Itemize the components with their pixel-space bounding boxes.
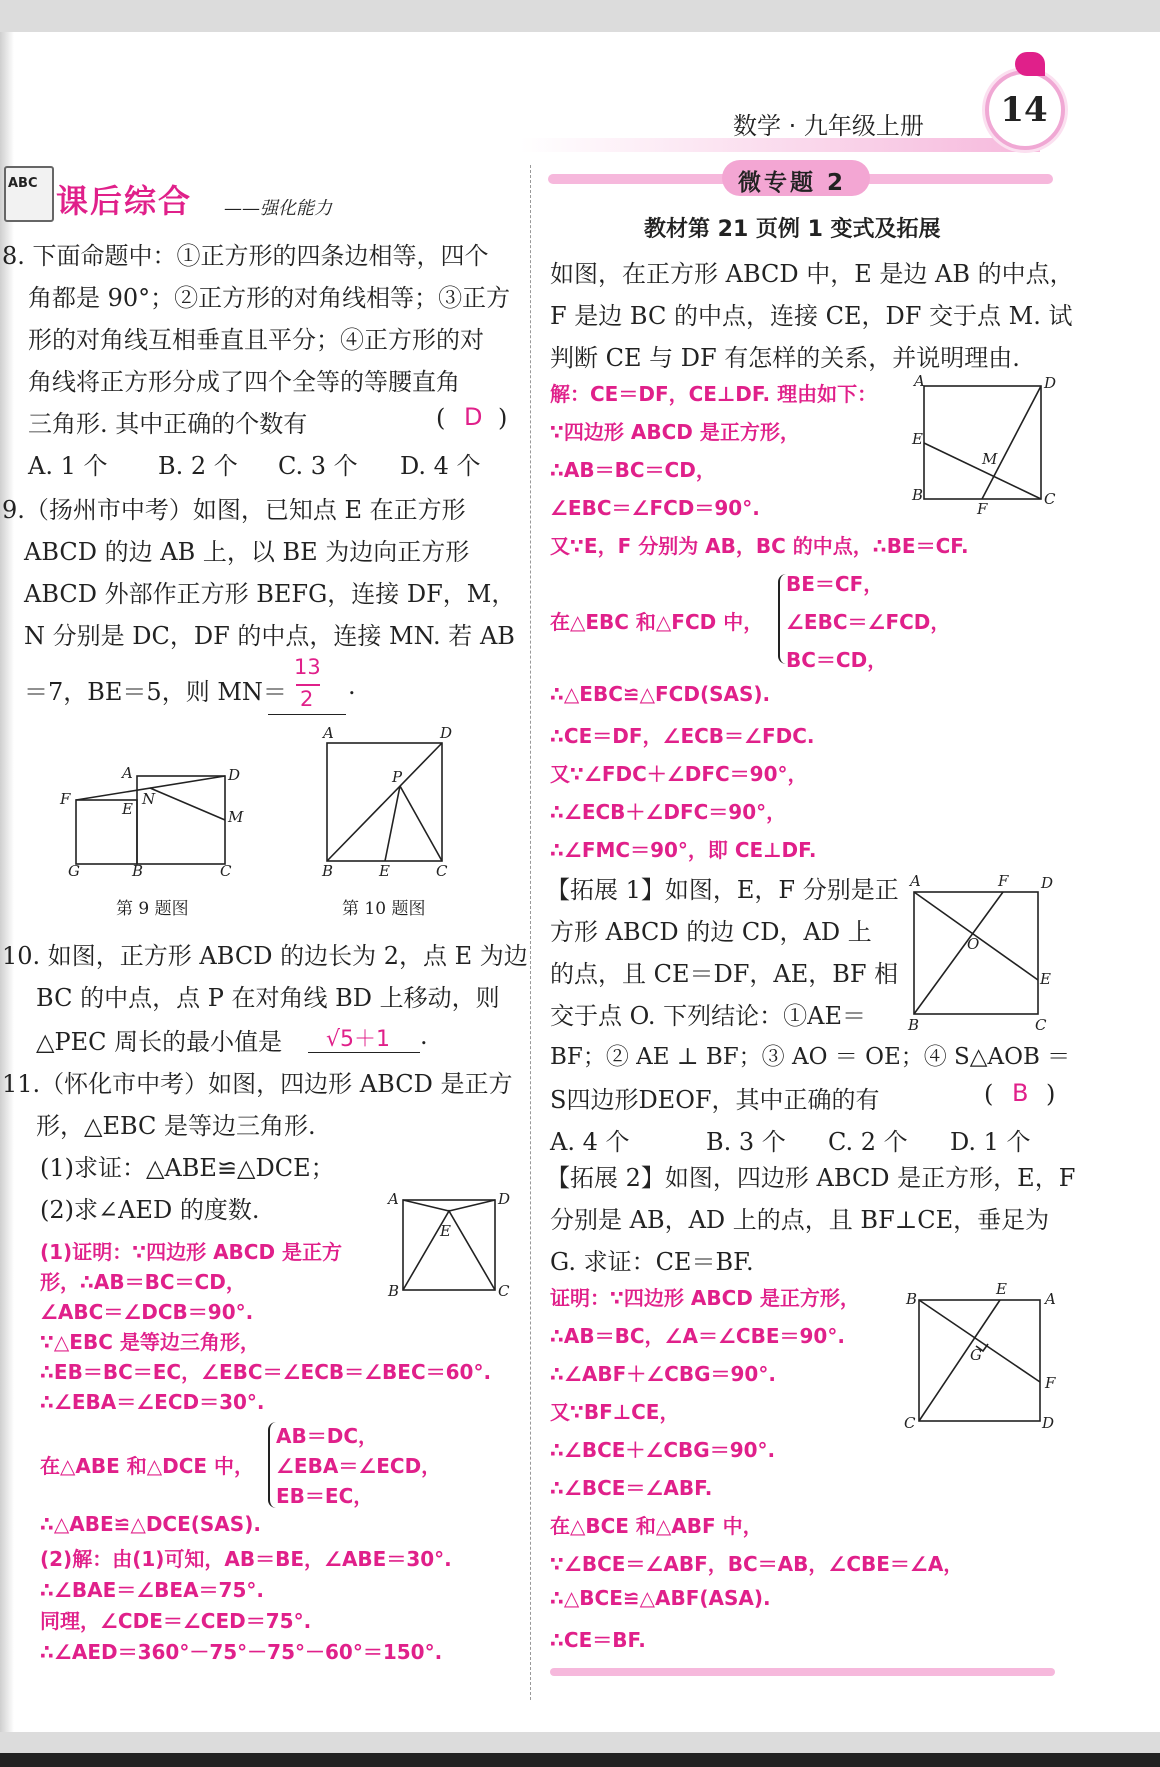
sol11-brace-prefix: 在△ABE 和△DCE 中， <box>40 1454 255 1478</box>
fig9-label-a: A <box>122 764 133 782</box>
proof2-line-8: ∵∠BCE＝∠ABF，BC＝AB，∠CBE＝∠A， <box>550 1552 964 1576</box>
ext1-paren-close: ) <box>1046 1080 1056 1108</box>
q9-line-2: ABCD 的边 AB 上，以 BE 为边向正方形 <box>24 538 470 566</box>
sol11-line-11: ∴∠AED＝360°－75°－75°－60°＝150°. <box>40 1640 443 1664</box>
sol-b-line-5: ∴∠FMC＝90°，即 CE⊥DF. <box>550 838 817 862</box>
bottom-pink-rule <box>550 1668 1055 1676</box>
q8-line-4: 角线将正方形分成了四个全等的等腰直角 <box>28 368 460 396</box>
sol11-line-6: ∴∠EBA＝∠ECD＝30°. <box>40 1390 265 1414</box>
header-title: 数学 · 九年级上册 <box>733 112 924 140</box>
proof2-line-9: ∴△BCE≌△ABF(ASA). <box>550 1586 771 1610</box>
q8-option-c: C. 3 个 <box>278 452 358 480</box>
q8-option-a: A. 1 个 <box>28 452 108 480</box>
figext2-label-b: B <box>906 1290 918 1308</box>
sol-brace-item-3: BC＝CD， <box>786 648 888 672</box>
ext1-line-6: S四边形DEOF，其中正确的有 <box>550 1086 880 1114</box>
sol-a-line-2: ∵四边形 ABCD 是正方形， <box>550 420 800 444</box>
ext2-line-3: G. 求证：CE＝BF. <box>550 1248 754 1276</box>
figext2-label-c: C <box>904 1414 916 1432</box>
q11-line-1: 11.（怀化市中考）如图，四边形 ABCD 是正方 <box>2 1070 513 1098</box>
fig10-caption: 第 10 题图 <box>342 899 426 919</box>
fig9-label-m: M <box>228 808 244 826</box>
q9-answer-numerator: 13 <box>294 655 321 679</box>
sol-a-line-4: ∠EBC＝∠FCD＝90°. <box>550 496 760 520</box>
figmain-label-d: D <box>1044 374 1057 392</box>
figext1-label-e: E <box>1040 970 1051 988</box>
q8-paren-close: ) <box>498 404 508 432</box>
problem-line-2: F 是边 BC 的中点，连接 CE，DF 交于点 M. 试 <box>550 302 1073 330</box>
q11-line-2: 形，△EBC 是等边三角形. <box>36 1112 316 1140</box>
figmain-label-e: E <box>912 430 923 448</box>
ext1-line-3: 的点，且 CE＝DF，AE，BF 相 <box>550 960 899 988</box>
sol-b-line-1: ∴△EBC≌△FCD(SAS). <box>550 682 771 706</box>
q9-line-1: 9.（扬州市中考）如图，已知点 E 在正方形 <box>2 496 466 524</box>
figmain-label-a: A <box>914 372 925 390</box>
q8-line-5: 三角形. 其中正确的个数有 <box>28 410 308 438</box>
fig9-label-e: E <box>122 800 133 818</box>
proof2-line-5: ∴∠BCE＋∠CBG＝90°. <box>550 1438 776 1462</box>
fig11-label-e: E <box>440 1222 451 1240</box>
fig9-label-f: F <box>60 790 71 808</box>
fig9-label-c: C <box>220 862 232 880</box>
q9-answer-denominator: 2 <box>300 687 314 711</box>
q10-answer: √5＋1 <box>326 1027 391 1052</box>
proof2-line-3: ∴∠ABF＋∠CBG＝90°. <box>550 1362 776 1386</box>
ext1-line-5: BF；② AE ⊥ BF；③ AO ＝ OE；④ S△AOB ＝ <box>550 1044 1071 1070</box>
fig11-label-a: A <box>388 1190 399 1208</box>
sol-brace-item-2: ∠EBC＝∠FCD， <box>786 610 951 634</box>
sol11-line-7: ∴△ABE≌△DCE(SAS). <box>40 1512 261 1536</box>
fig10-label-p: P <box>392 768 403 786</box>
sol11-line-2: 形，∴AB＝BC＝CD， <box>40 1270 246 1294</box>
ext1-answer: B <box>1012 1079 1029 1107</box>
sol11-brace-item-1: AB＝DC， <box>276 1424 379 1448</box>
ext1-option-a: A. 4 个 <box>550 1128 630 1156</box>
sol-b-line-4: ∴∠ECB＋∠DFC＝90°， <box>550 800 787 824</box>
sol11-line-8: (2)解：由(1)可知，AB＝BE，∠ABE＝30°. <box>40 1547 452 1571</box>
problem-line-3: 判断 CE 与 DF 有怎样的关系，并说明理由. <box>550 344 1020 372</box>
sol11-line-3: ∠ABC＝∠DCB＝90°. <box>40 1300 254 1324</box>
ext1-paren-open: ( <box>984 1080 994 1108</box>
fig9-label-n: N <box>142 790 156 808</box>
sol11-line-4: ∵△EBC 是等边三角形， <box>40 1330 260 1354</box>
figext1-label-o: O <box>967 935 980 953</box>
ext1-option-c: C. 2 个 <box>828 1128 908 1156</box>
q9-line-5: ＝7，BE＝5，则 MN＝ <box>24 678 287 706</box>
figext2-label-d: D <box>1042 1414 1055 1432</box>
q9-line-4: N 分别是 DC，DF 的中点，连接 MN. 若 AB <box>24 622 515 650</box>
q10-line-2: BC 的中点，点 P 在对角线 BD 上移动，则 <box>36 984 500 1012</box>
fig9-label-g: G <box>68 862 80 880</box>
sol11-line-9: ∴∠BAE＝∠BEA＝75°. <box>40 1578 264 1602</box>
q8-option-d: D. 4 个 <box>400 452 481 480</box>
sol-brace-prefix: 在△EBC 和△FCD 中， <box>550 610 764 634</box>
figext1-label-f: F <box>998 872 1009 890</box>
figext1-label-c: C <box>1035 1016 1047 1034</box>
fig9-label-d: D <box>228 766 241 784</box>
fig10-label-e: E <box>379 862 390 880</box>
q9-line-3: ABCD 外部作正方形 BEFG，连接 DF，M， <box>24 580 516 608</box>
sol-a-line-3: ∴AB＝BC＝CD， <box>550 458 716 482</box>
figext1-label-d: D <box>1041 874 1054 892</box>
figext2-label-f: F <box>1045 1374 1056 1392</box>
q8-line-3: 形的对角线互相垂直且平分；④正方形的对 <box>28 326 484 354</box>
sol11-line-1: (1)证明：∵四边形 ABCD 是正方 <box>40 1240 343 1264</box>
page-number: 14 <box>1000 90 1048 130</box>
q11-line-3: (1)求证：△ABE≌△DCE； <box>40 1154 335 1182</box>
q9-period: . <box>348 672 356 700</box>
proof2-line-7: 在△BCE 和△ABF 中， <box>550 1514 763 1538</box>
proof2-line-2: ∴AB＝BC，∠A＝∠CBE＝90°. <box>550 1324 845 1348</box>
fig10-label-b: B <box>322 862 334 880</box>
ext2-line-1: 【拓展 2】如图，四边形 ABCD 是正方形，E，F <box>546 1164 1076 1192</box>
figmain-label-m: M <box>982 450 998 468</box>
ext1-option-b: B. 3 个 <box>706 1128 786 1156</box>
q8-option-b: B. 2 个 <box>158 452 238 480</box>
q8-paren-open: ( <box>436 404 446 432</box>
q10-line-3: △PEC 周长的最小值是 <box>36 1028 283 1056</box>
section-subtitle: ——强化能力 <box>224 198 332 219</box>
sol-a-line-1: 解：CE＝DF，CE⊥DF. 理由如下： <box>550 382 878 406</box>
ext2-line-2: 分别是 AB，AD 上的点，且 BF⊥CE，垂足为 <box>550 1206 1050 1234</box>
sol-a-line-5: 又∵E，F 分别为 AB，BC 的中点，∴BE＝CF. <box>550 534 969 558</box>
fig11-label-c: C <box>498 1282 510 1300</box>
fig11-label-b: B <box>388 1282 400 1300</box>
q8-line-1: 8. 下面命题中：①正方形的四条边相等，四个 <box>2 242 489 270</box>
proof2-line-4: 又∵BF⊥CE， <box>550 1400 680 1424</box>
fig9-caption: 第 9 题图 <box>116 899 189 919</box>
sol-b-line-3: 又∵∠FDC＋∠DFC＝90°， <box>550 762 808 786</box>
fig9-label-b: B <box>132 862 144 880</box>
figmain-label-c: C <box>1044 490 1056 508</box>
q11-line-4: (2)求∠AED 的度数. <box>40 1196 260 1224</box>
problem-line-1: 如图，在正方形 ABCD 中，E 是边 AB 的中点， <box>550 260 1074 288</box>
q10-line-1: 10. 如图，正方形 ABCD 的边长为 2，点 E 为边 <box>2 942 528 970</box>
ext1-line-1: 【拓展 1】如图，E，F 分别是正 <box>546 876 899 904</box>
figext2-label-g: G <box>970 1346 982 1364</box>
section-title: 课后综合 <box>56 182 193 220</box>
fig11-label-d: D <box>498 1190 511 1208</box>
ext1-option-d: D. 1 个 <box>950 1128 1031 1156</box>
figmain-label-f: F <box>977 500 988 518</box>
q10-period: . <box>420 1022 428 1050</box>
topic-subtitle: 教材第 21 页例 1 变式及拓展 <box>644 217 941 242</box>
figext2-label-e: E <box>996 1280 1007 1298</box>
topic-title: 微专题 2 <box>738 170 847 196</box>
figext2-label-a: A <box>1045 1290 1056 1308</box>
sol11-line-5: ∴EB＝BC＝EC，∠EBC＝∠ECB＝∠BEC＝60°. <box>40 1360 492 1384</box>
fig10-label-a: A <box>323 724 334 742</box>
sol11-brace-item-3: EB＝EC， <box>276 1484 374 1508</box>
fig10-label-d: D <box>440 724 453 742</box>
abc-badge: ABC <box>8 176 38 191</box>
ext1-line-4: 交于点 O. 下列结论：①AE＝ <box>550 1002 867 1030</box>
ext1-line-2: 方形 ABCD 的边 CD，AD 上 <box>550 918 872 946</box>
q8-line-2: 角都是 90°；②正方形的对角线相等；③正方 <box>28 284 511 312</box>
q8-answer: D <box>464 403 483 431</box>
figmain-label-b: B <box>912 486 924 504</box>
proof2-line-1: 证明：∵四边形 ABCD 是正方形， <box>550 1286 860 1310</box>
sol-brace-item-1: BE＝CF， <box>786 572 884 596</box>
sol-b-line-2: ∴CE＝DF，∠ECB＝∠FDC. <box>550 724 815 748</box>
sol11-brace-item-2: ∠EBA＝∠ECD， <box>276 1454 442 1478</box>
fig10-label-c: C <box>436 862 448 880</box>
figext1-label-a: A <box>910 872 921 890</box>
figext1-label-b: B <box>908 1016 920 1034</box>
sol11-line-10: 同理，∠CDE＝∠CED＝75°. <box>40 1609 312 1633</box>
proof2-line-6: ∴∠BCE＝∠ABF. <box>550 1476 713 1500</box>
proof2-line-10: ∴CE＝BF. <box>550 1628 646 1652</box>
